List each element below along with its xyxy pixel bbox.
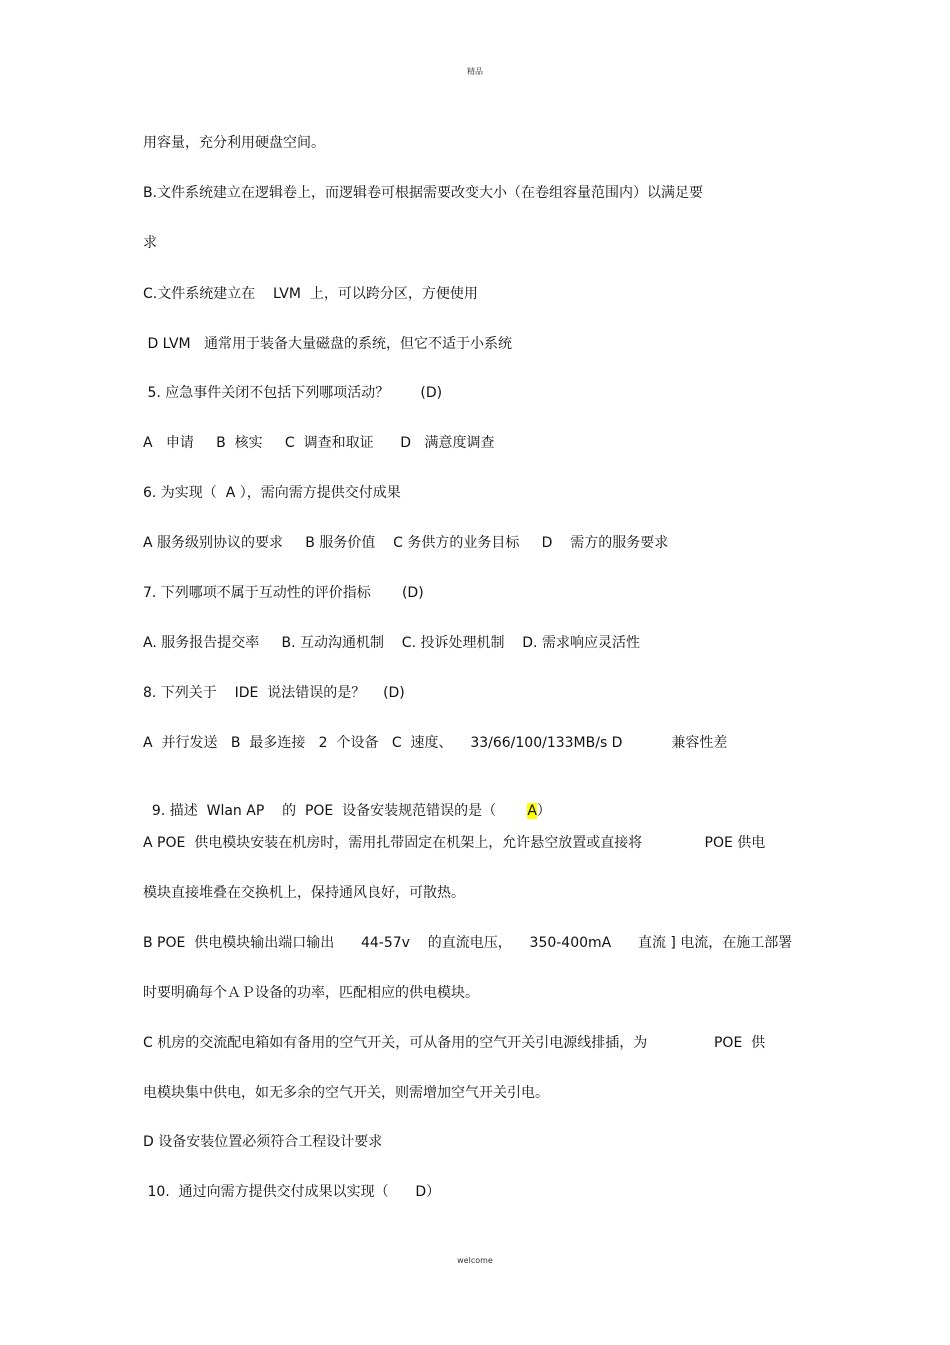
answer-options: A. 服务报告提交率 B. 互动沟通机制 C. 投诉处理机制 D. 需求响应灵活性 [143, 635, 640, 651]
highlighted-answer: A [527, 803, 537, 819]
question-10: 10. 通过向需方提供交付成果以实现（ D） [143, 1184, 441, 1200]
question-9 [143, 784, 551, 820]
question-6: 6. 为实现（ A ），需向需方提供交付成果 [143, 485, 401, 501]
answer-options: A 并行发送 B 最多连接 2 个设备 C 速度、 33/66/100/133MB/s D 兼容性差 [143, 735, 728, 751]
question-7: 7. 下列哪项不属于互动性的评价指标 (D) [143, 585, 424, 601]
question-9-text: 9. 描述 Wlan AP 的 POE 设备安装规范错误的是（ [151, 803, 528, 819]
text-line: 电模块集中供电，如无多余的空气开关，则需增加空气开关引电。 [143, 1085, 549, 1101]
answer-options: A 申请 B 核实 C 调查和取证 D 满意度调查 [143, 435, 495, 451]
question-5: 5. 应急事件关闭不包括下列哪项活动？ (D) [143, 385, 443, 401]
answer-option-b: B POE 供电模块输出端口输出 44-57v 的直流电压， 350-400mA 直流 ] 电流，在施工部署 [143, 935, 793, 951]
text-line: 求 [143, 235, 157, 251]
answer-options: A 服务级别协议的要求 B 服务价值 C 务供方的业务目标 D 需方的服务要求 [143, 535, 669, 551]
page-footer: welcome [457, 1256, 493, 1265]
text-line: C.文件系统建立在 LVM 上，可以跨分区，方便使用 [143, 286, 478, 302]
text-line: 模块直接堆叠在交换机上，保持通风良好，可散热。 [143, 885, 465, 901]
text-line: 时要明确每个ＡＰ设备的功率，匹配相应的供电模块。 [143, 985, 479, 1001]
question-9-close: ） [536, 803, 551, 819]
answer-option-d: D 设备安装位置必须符合工程设计要求 [143, 1134, 383, 1150]
text-line: 用容量，充分利用硬盘空间。 [143, 135, 325, 151]
answer-option-a: A POE 供电模块安装在机房时，需用扎带固定在机架上，允许悬空放置或直接将 POE 供电 [143, 835, 766, 851]
answer-option-c: C 机房的交流配电箱如有备用的空气开关，可从备用的空气开关引电源线排插，为 POE 供 [143, 1035, 766, 1051]
text-line: B.文件系统建立在逻辑卷上，而逻辑卷可根据需要改变大小（在卷组容量范围内）以满足要 [143, 185, 704, 201]
page-header: 精品 [467, 67, 483, 76]
question-8: 8. 下列关于 IDE 说法错误的是？ (D) [143, 685, 405, 701]
text-line: D LVM 通常用于装备大量磁盘的系统，但它不适于小系统 [143, 336, 512, 352]
